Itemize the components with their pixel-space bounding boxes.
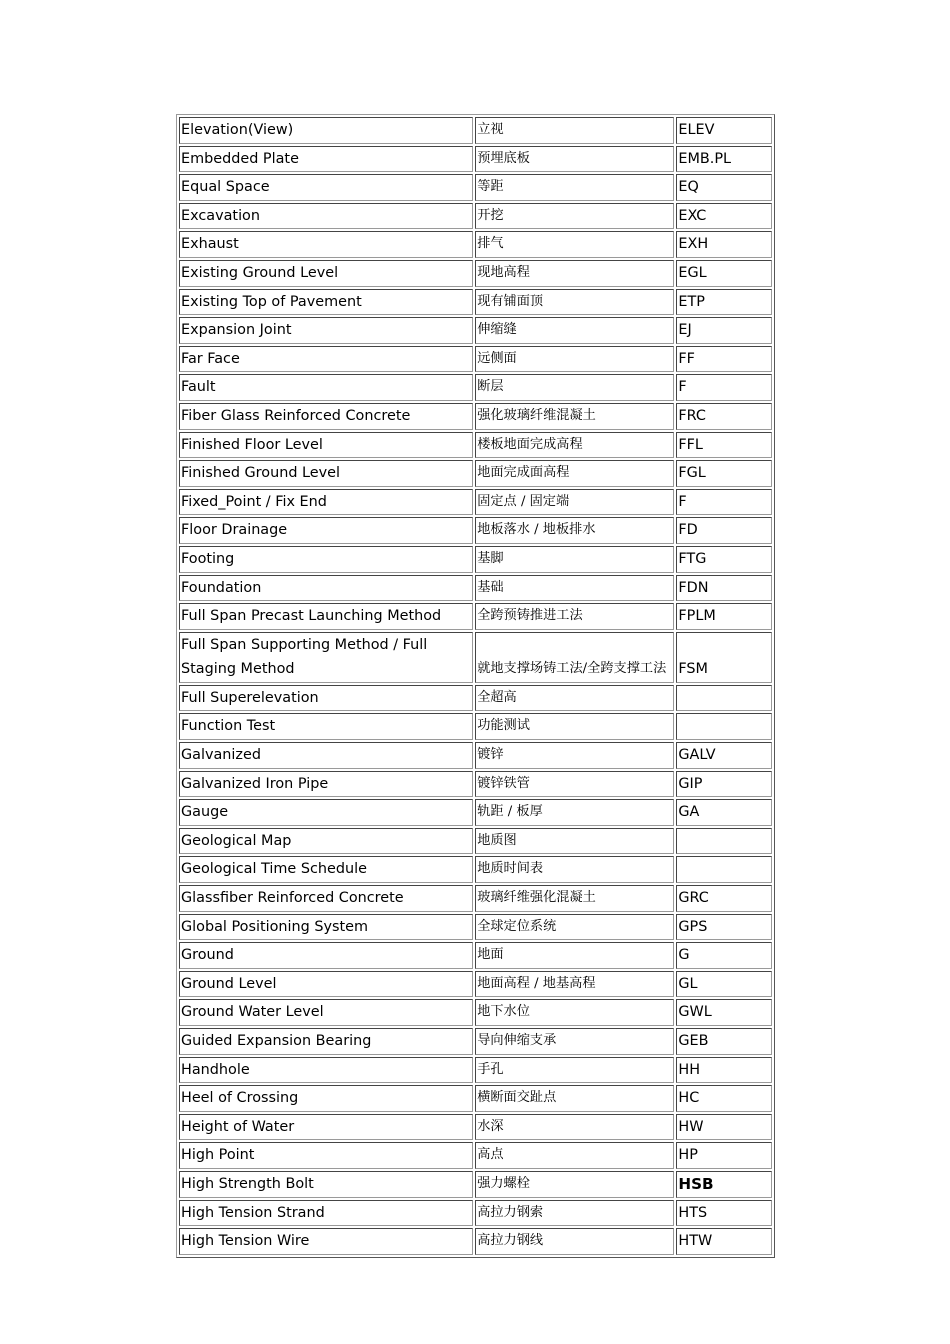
term-english-cell: Excavation [179, 203, 473, 230]
term-abbreviation-cell [676, 828, 772, 855]
table-row [179, 856, 772, 883]
term-english-cell: Far Face [179, 346, 473, 373]
term-chinese-cell: 断层 [475, 374, 674, 401]
term-chinese-cell: 基础 [475, 575, 674, 602]
term-english-cell: Geological Time Schedule [179, 856, 473, 883]
term-english-cell: Embedded Plate [179, 146, 473, 173]
term-english-cell: Existing Ground Level [179, 260, 473, 287]
term-chinese-cell: 功能测试 [475, 713, 674, 740]
term-chinese-cell: 地面 [475, 942, 674, 969]
term-english-cell: Ground [179, 942, 473, 969]
term-chinese-cell: 强化玻璃纤维混凝土 [475, 403, 674, 430]
table-row [179, 317, 772, 344]
term-abbreviation-cell: FRC [676, 403, 772, 430]
table-row [179, 174, 772, 201]
term-english-cell: Global Positioning System [179, 914, 473, 941]
term-chinese-cell: 全超高 [475, 685, 674, 712]
term-abbreviation-cell: HP [676, 1142, 772, 1169]
term-chinese-cell: 高拉力钢线 [475, 1228, 674, 1255]
table-row [179, 489, 772, 516]
term-chinese-cell: 横断面交趾点 [475, 1085, 674, 1112]
term-english-cell: Heel of Crossing [179, 1085, 473, 1112]
term-abbreviation-cell: EQ [676, 174, 772, 201]
term-chinese-cell: 地板落水 / 地板排水 [475, 517, 674, 544]
term-abbreviation-cell: ETP [676, 289, 772, 316]
term-chinese-cell: 高点 [475, 1142, 674, 1169]
table-row [179, 289, 772, 316]
table-row [179, 632, 772, 683]
table-row [179, 346, 772, 373]
term-english-cell: Guided Expansion Bearing [179, 1028, 473, 1055]
term-english-cell: Height of Water [179, 1114, 473, 1141]
term-english-cell: Floor Drainage [179, 517, 473, 544]
table-row [179, 432, 772, 459]
table-row [179, 799, 772, 826]
term-abbreviation-cell: GL [676, 971, 772, 998]
term-chinese-cell: 立视 [475, 117, 674, 144]
term-abbreviation-cell: GALV [676, 742, 772, 769]
term-english-cell: Ground Water Level [179, 999, 473, 1026]
table-row [179, 771, 772, 798]
term-english-cell: Handhole [179, 1057, 473, 1084]
term-english-cell: Exhaust [179, 231, 473, 258]
term-chinese-cell: 现有铺面顶 [475, 289, 674, 316]
term-abbreviation-cell: FDN [676, 575, 772, 602]
table-row [179, 1200, 772, 1227]
term-english-cell: Finished Floor Level [179, 432, 473, 459]
term-english-cell: Function Test [179, 713, 473, 740]
term-chinese-cell: 玻璃纤维强化混凝土 [475, 885, 674, 912]
term-english-cell: Finished Ground Level [179, 460, 473, 487]
table-row [179, 713, 772, 740]
term-chinese-cell: 现地高程 [475, 260, 674, 287]
term-english-cell: Galvanized Iron Pipe [179, 771, 473, 798]
term-chinese-cell: 等距 [475, 174, 674, 201]
table-row [179, 546, 772, 573]
term-chinese-cell: 地下水位 [475, 999, 674, 1026]
glossary-table-body [179, 117, 772, 1255]
term-abbreviation-cell [676, 713, 772, 740]
term-abbreviation-cell: EJ [676, 317, 772, 344]
table-row [179, 460, 772, 487]
term-abbreviation-cell: GIP [676, 771, 772, 798]
table-row [179, 828, 772, 855]
term-chinese-cell: 排气 [475, 231, 674, 258]
table-row [179, 1028, 772, 1055]
table-row [179, 403, 772, 430]
term-chinese-cell: 高拉力钢索 [475, 1200, 674, 1227]
table-row [179, 1057, 772, 1084]
term-english-cell: High Point [179, 1142, 473, 1169]
term-english-cell: Fixed_Point / Fix End [179, 489, 473, 516]
term-chinese-cell: 导向伸缩支承 [475, 1028, 674, 1055]
table-row [179, 685, 772, 712]
term-english-cell: Elevation(View) [179, 117, 473, 144]
term-abbreviation-cell: HC [676, 1085, 772, 1112]
term-abbreviation-cell: G [676, 942, 772, 969]
table-row [179, 742, 772, 769]
term-chinese-cell: 全球定位系统 [475, 914, 674, 941]
term-abbreviation-cell: EGL [676, 260, 772, 287]
term-chinese-cell: 地面完成面高程 [475, 460, 674, 487]
table-row [179, 1114, 772, 1141]
table-row [179, 575, 772, 602]
term-english-cell: Full Superelevation [179, 685, 473, 712]
term-english-cell: High Tension Wire [179, 1228, 473, 1255]
term-chinese-cell: 水深 [475, 1114, 674, 1141]
term-english-cell: Ground Level [179, 971, 473, 998]
table-row [179, 942, 772, 969]
term-english-cell: Footing [179, 546, 473, 573]
term-chinese-cell: 手孔 [475, 1057, 674, 1084]
term-abbreviation-cell: ELEV [676, 117, 772, 144]
term-chinese-cell: 预埋底板 [475, 146, 674, 173]
term-abbreviation-cell: FD [676, 517, 772, 544]
term-english-cell: Fiber Glass Reinforced Concrete [179, 403, 473, 430]
term-abbreviation-cell: HTW [676, 1228, 772, 1255]
table-row [179, 260, 772, 287]
term-abbreviation-cell: GPS [676, 914, 772, 941]
term-english-cell: Gauge [179, 799, 473, 826]
table-row [179, 117, 772, 144]
term-chinese-cell: 镀锌铁管 [475, 771, 674, 798]
term-english-cell: Full Span Precast Launching Method [179, 603, 473, 630]
table-row [179, 1228, 772, 1255]
table-row [179, 971, 772, 998]
table-row [179, 1085, 772, 1112]
term-chinese-cell: 基脚 [475, 546, 674, 573]
table-row [179, 146, 772, 173]
term-abbreviation-cell: EXH [676, 231, 772, 258]
term-english-cell: High Strength Bolt [179, 1171, 473, 1198]
term-english-cell: Equal Space [179, 174, 473, 201]
table-row [179, 203, 772, 230]
term-chinese-cell: 伸缩缝 [475, 317, 674, 344]
term-english-cell: Full Span Supporting Method / Full Staging Method [179, 632, 473, 683]
term-chinese-cell: 强力螺栓 [475, 1171, 674, 1198]
term-abbreviation-cell: GEB [676, 1028, 772, 1055]
term-abbreviation-cell: FTG [676, 546, 772, 573]
table-row [179, 914, 772, 941]
term-chinese-cell: 楼板地面完成高程 [475, 432, 674, 459]
term-abbreviation-cell: F [676, 489, 772, 516]
table-row [179, 1142, 772, 1169]
term-english-cell: Expansion Joint [179, 317, 473, 344]
term-abbreviation-cell: FF [676, 346, 772, 373]
term-abbreviation-cell: GA [676, 799, 772, 826]
term-chinese-cell: 固定点 / 固定端 [475, 489, 674, 516]
table-row [179, 231, 772, 258]
term-abbreviation-cell: FGL [676, 460, 772, 487]
term-abbreviation-cell: HW [676, 1114, 772, 1141]
term-english-cell: Foundation [179, 575, 473, 602]
term-english-cell: Glassfiber Reinforced Concrete [179, 885, 473, 912]
term-chinese-cell: 就地支撑场铸工法/全跨支撑工法 [475, 632, 674, 683]
term-chinese-cell: 轨距 / 板厚 [475, 799, 674, 826]
table-row [179, 517, 772, 544]
term-english-cell: Geological Map [179, 828, 473, 855]
term-english-cell: Fault [179, 374, 473, 401]
table-row [179, 603, 772, 630]
term-abbreviation-cell: GWL [676, 999, 772, 1026]
term-abbreviation-cell: F [676, 374, 772, 401]
term-abbreviation-cell: GRC [676, 885, 772, 912]
term-english-cell: High Tension Strand [179, 1200, 473, 1227]
table-row [179, 374, 772, 401]
term-chinese-cell: 地质时间表 [475, 856, 674, 883]
glossary-table [176, 114, 775, 1258]
term-abbreviation-cell [676, 856, 772, 883]
term-english-cell: Existing Top of Pavement [179, 289, 473, 316]
term-abbreviation-cell: EMB.PL [676, 146, 772, 173]
term-chinese-cell: 镀锌 [475, 742, 674, 769]
term-chinese-cell: 地面高程 / 地基高程 [475, 971, 674, 998]
term-english-cell: Galvanized [179, 742, 473, 769]
term-abbreviation-cell: FFL [676, 432, 772, 459]
term-abbreviation-cell: EXC [676, 203, 772, 230]
term-abbreviation-cell: HSB [676, 1171, 772, 1198]
term-abbreviation-cell: FSM [676, 632, 772, 683]
table-row [179, 999, 772, 1026]
term-chinese-cell: 远侧面 [475, 346, 674, 373]
term-chinese-cell: 地质图 [475, 828, 674, 855]
term-abbreviation-cell: HH [676, 1057, 772, 1084]
table-row [179, 1171, 772, 1198]
term-abbreviation-cell [676, 685, 772, 712]
term-abbreviation-cell: HTS [676, 1200, 772, 1227]
table-row [179, 885, 772, 912]
term-chinese-cell: 开挖 [475, 203, 674, 230]
term-chinese-cell: 全跨预铸推进工法 [475, 603, 674, 630]
term-abbreviation-cell: FPLM [676, 603, 772, 630]
